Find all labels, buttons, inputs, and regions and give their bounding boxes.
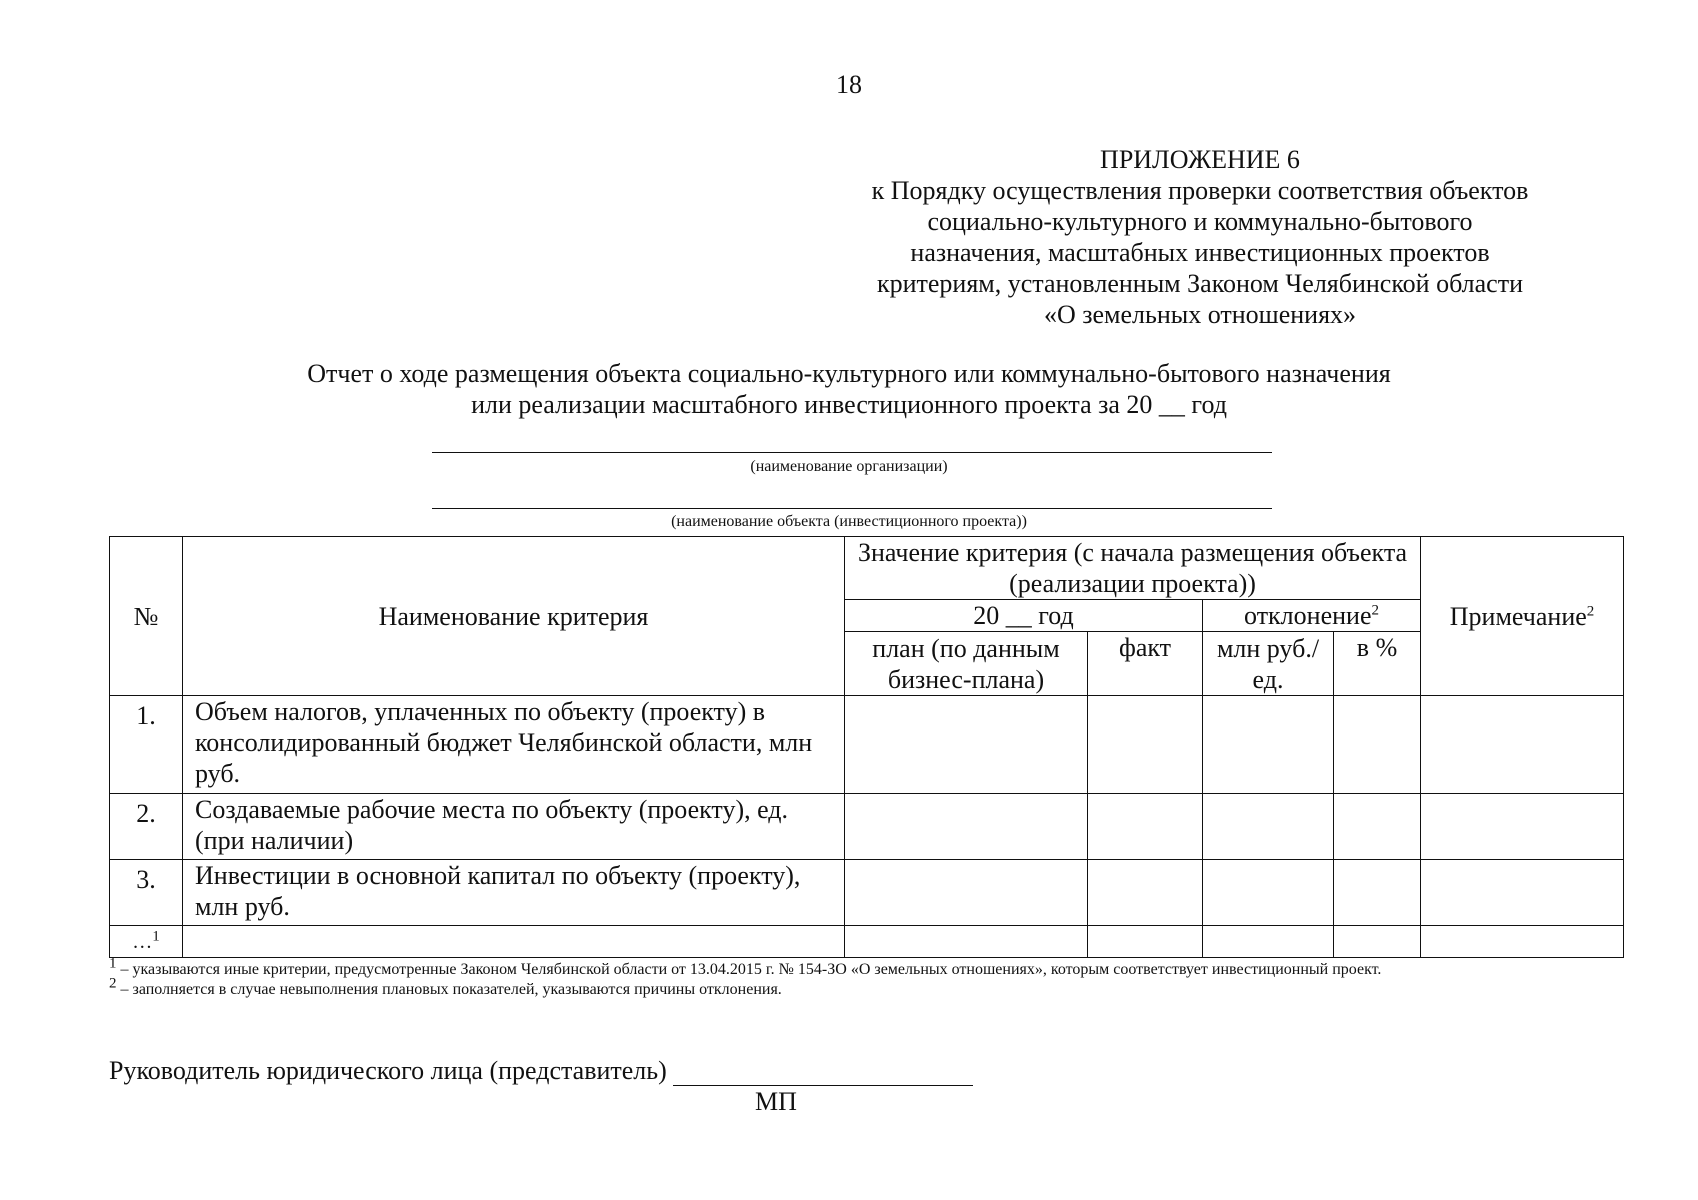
note-cell: [1421, 860, 1624, 926]
report-title-line: или реализации масштабного инвестиционного проекта за 20 __ год: [471, 390, 1227, 419]
plan-cell: [845, 860, 1088, 926]
plan-cell: [845, 926, 1088, 958]
mln-cell: [1203, 696, 1334, 794]
footnote-1-marker: 1: [109, 955, 117, 972]
appendix-line: социально-культурного и коммунально-бытового: [927, 207, 1473, 236]
footnote-1-text: – указываются иные критерии, предусмотренные Законом Челябинской области от 13.04.2015 г. № 154-ЗО «О земельных отношениях», которым соответствует инвестиционный проект.: [116, 961, 1382, 978]
header-year: 20 __ год: [845, 600, 1203, 632]
footnote-2-marker: 2: [109, 975, 117, 992]
header-mln: млн руб./ед.: [1203, 632, 1334, 696]
fact-cell: [1088, 696, 1203, 794]
header-note-label: Примечание: [1449, 601, 1587, 631]
footnote-1: [109, 955, 1589, 980]
appendix-line: к Порядку осуществления проверки соответствия объектов: [871, 176, 1529, 205]
header-note: [1421, 537, 1624, 696]
row-number-ellipsis: [110, 926, 183, 958]
footnotes: [109, 955, 1589, 1000]
table-header-row: [110, 537, 1624, 600]
table-row-extra: [110, 926, 1624, 958]
header-number: №: [110, 537, 183, 696]
mln-cell: [1203, 926, 1334, 958]
header-criterion-name: Наименование критерия: [183, 537, 845, 696]
percent-cell: [1334, 860, 1421, 926]
footnote-2: [109, 975, 1589, 1000]
object-name-line: [432, 508, 1272, 509]
table-row: [110, 860, 1624, 926]
appendix-line: критериям, установленным Законом Челябинской области: [876, 269, 1523, 298]
stamp-label: МП: [755, 1087, 797, 1116]
criteria-table: [109, 536, 1624, 958]
plan-cell: [845, 696, 1088, 794]
row-number: 1.: [110, 696, 183, 794]
fact-cell: [1088, 926, 1203, 958]
row-criterion: Объем налогов, уплаченных по объекту (проекту) в консолидированный бюджет Челябинской области, млн руб.: [183, 696, 845, 794]
page-number: 18: [836, 70, 862, 99]
note-cell: [1421, 794, 1624, 860]
table-row: [110, 794, 1624, 860]
appendix-line: назначения, масштабных инвестиционных проектов: [910, 238, 1490, 267]
row-number: 2.: [110, 794, 183, 860]
percent-cell: [1334, 926, 1421, 958]
object-caption: (наименование объекта (инвестиционного проекта)): [671, 513, 1027, 530]
note-cell: [1421, 926, 1624, 958]
plan-cell: [845, 794, 1088, 860]
signature-label: Руководитель юридического лица (представитель): [109, 1056, 667, 1085]
mln-cell: [1203, 794, 1334, 860]
header-deviation-label: отклонение: [1244, 601, 1372, 630]
report-title-line: Отчет о ходе размещения объекта социально-культурного или коммунально-бытового назначения: [307, 359, 1391, 388]
footnote-2-text: – заполняется в случае невыполнения плановых показателей, указываются причины отклонения.: [116, 981, 782, 998]
organization-caption: (наименование организации): [750, 458, 948, 475]
appendix-line: «О земельных отношениях»: [1043, 300, 1357, 329]
header-percent: в %: [1334, 632, 1421, 696]
row-criterion: Инвестиции в основной капитал по объекту (проекту), млн руб.: [183, 860, 845, 926]
header-note-sup: 2: [1586, 602, 1595, 619]
signature-line: [673, 1059, 973, 1086]
report-title: [200, 358, 1498, 420]
row-criterion: [183, 926, 845, 958]
appendix-title: ПРИЛОЖЕНИЕ 6: [1100, 145, 1300, 174]
table-row: [110, 696, 1624, 794]
percent-cell: [1334, 696, 1421, 794]
signature-block: [109, 1056, 973, 1086]
fact-cell: [1088, 794, 1203, 860]
appendix-header: [820, 144, 1580, 330]
row-criterion: Создаваемые рабочие места по объекту (проекту), ед. (при наличии): [183, 794, 845, 860]
mln-cell: [1203, 860, 1334, 926]
fact-cell: [1088, 860, 1203, 926]
row-number: 3.: [110, 860, 183, 926]
percent-cell: [1334, 794, 1421, 860]
ellipsis-text: …: [132, 930, 153, 953]
header-plan: план (по данным бизнес-плана): [845, 632, 1088, 696]
header-deviation: [1203, 600, 1421, 632]
note-cell: [1421, 696, 1624, 794]
organization-name-line: [432, 452, 1272, 453]
header-fact: факт: [1088, 632, 1203, 696]
header-deviation-sup: 2: [1371, 602, 1379, 619]
header-value-group: Значение критерия (с начала размещения объекта (реализации проекта)): [845, 537, 1421, 600]
ellipsis-sup: 1: [152, 927, 160, 944]
